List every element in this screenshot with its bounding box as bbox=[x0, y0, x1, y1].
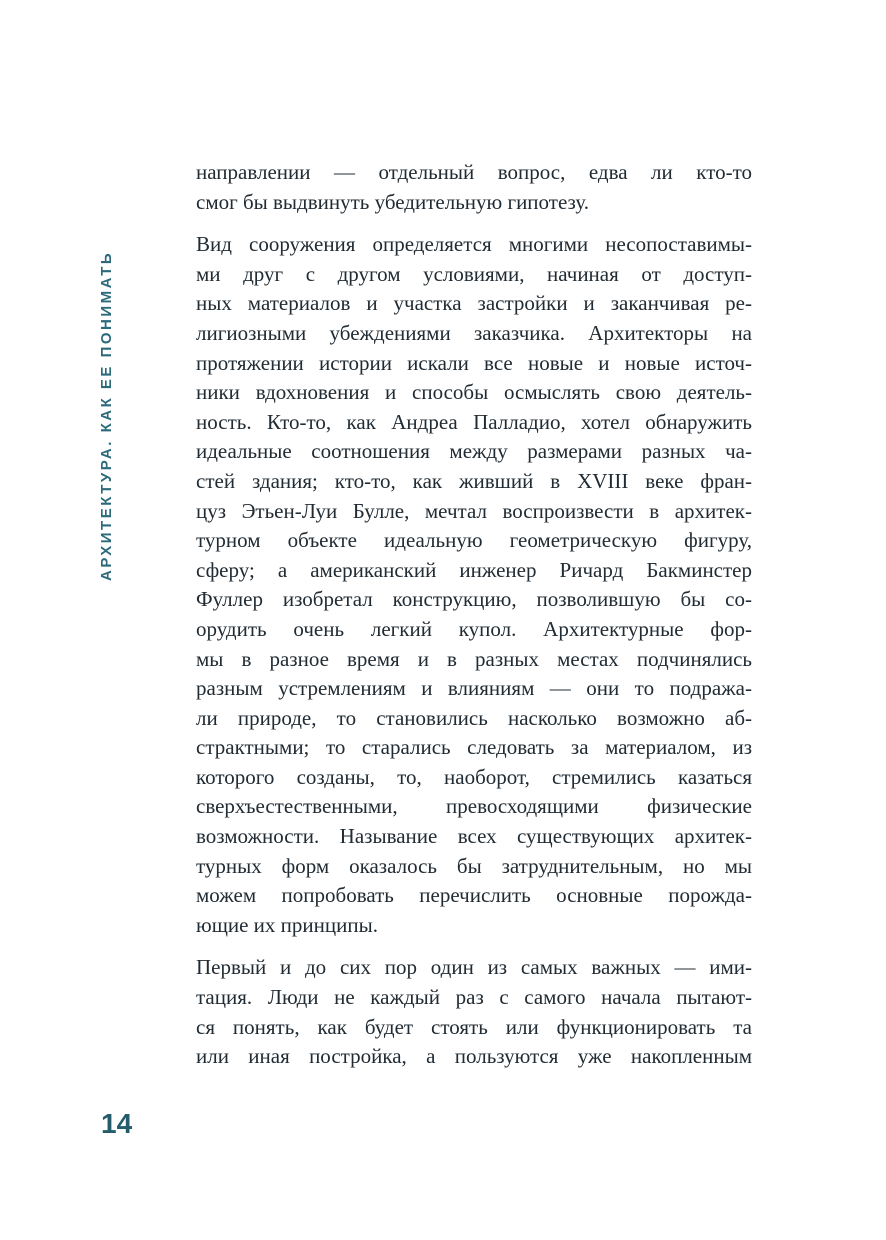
text-line: смог бы выдвинуть убедительную гипотезу. bbox=[196, 189, 590, 214]
text-line: турных форм оказалось бы затруднительным, но мы bbox=[196, 853, 752, 878]
text-line: Фуллер изобретал конструкцию, позволившую бы со- bbox=[196, 587, 752, 612]
text-line: мы в разное время и в разных местах подчинялись bbox=[196, 646, 752, 671]
vertical-running-title: АРХИТЕКТУРА. КАК ЕЕ ПОНИМАТЬ bbox=[98, 250, 115, 581]
text-line: турном объекте идеальную геометрическую фигуру, bbox=[196, 528, 752, 553]
text-line: орудить очень легкий купол. Архитектурные фор- bbox=[196, 616, 752, 641]
text-line: ность. Кто-то, как Андреа Палладио, хотел обнаружить bbox=[196, 409, 752, 434]
text-line: ных материалов и участка застройки и заканчивая ре- bbox=[196, 291, 752, 316]
text-line: ники вдохновения и способы осмыслять свою деятель- bbox=[196, 380, 752, 405]
text-line: которого созданы, то, наоборот, стремились казаться bbox=[196, 764, 752, 789]
text-line: тация. Люди не каждый раз с самого начала пытают- bbox=[196, 985, 752, 1010]
text-line: ми друг с другом условиями, начиная от доступ- bbox=[196, 261, 752, 286]
text-line: ся понять, как будет стоять или функционировать та bbox=[196, 1014, 752, 1039]
text-line: или иная постройка, а пользуются уже накопленным bbox=[196, 1044, 752, 1069]
text-line: Вид сооружения определяется многими несопоставимы- bbox=[196, 232, 752, 257]
text-line: сферу; а американский инженер Ричард Бакминстер bbox=[196, 557, 752, 582]
paragraph bbox=[196, 158, 752, 217]
text-line: протяжении истории искали все новые и новые источ- bbox=[196, 350, 752, 375]
text-line: разным устремлениям и влияниям — они то подража- bbox=[196, 676, 752, 701]
paragraph bbox=[196, 230, 752, 940]
text-line: страктными; то старались следовать за материалом, из bbox=[196, 735, 752, 760]
text-line: возможности. Называние всех существующих архитек- bbox=[196, 824, 752, 849]
text-line: ющие их принципы. bbox=[196, 912, 378, 937]
text-line: сверхъестественными, превосходящими физические bbox=[196, 794, 752, 819]
text-line: направлении — отдельный вопрос, едва ли кто-то bbox=[196, 160, 752, 184]
text-line: цуз Этьен-Луи Булле, мечтал воспроизвести в архитек- bbox=[196, 498, 752, 523]
text-line: Первый и до сих пор один из самых важных — ими- bbox=[196, 955, 752, 980]
body-text bbox=[196, 158, 752, 1085]
text-line: лигиозными убеждениями заказчика. Архитекторы на bbox=[196, 320, 752, 345]
text-line: стей здания; кто-то, как живший в XVIII веке фран- bbox=[196, 468, 752, 493]
text-line: ли природе, то становились насколько возможно аб- bbox=[196, 705, 752, 730]
paragraph bbox=[196, 953, 752, 1071]
page-number: 14 bbox=[101, 1108, 133, 1139]
text-line: идеальные соотношения между размерами разных ча- bbox=[196, 439, 752, 464]
text-line: можем попробовать перечислить основные порожда- bbox=[196, 883, 752, 908]
